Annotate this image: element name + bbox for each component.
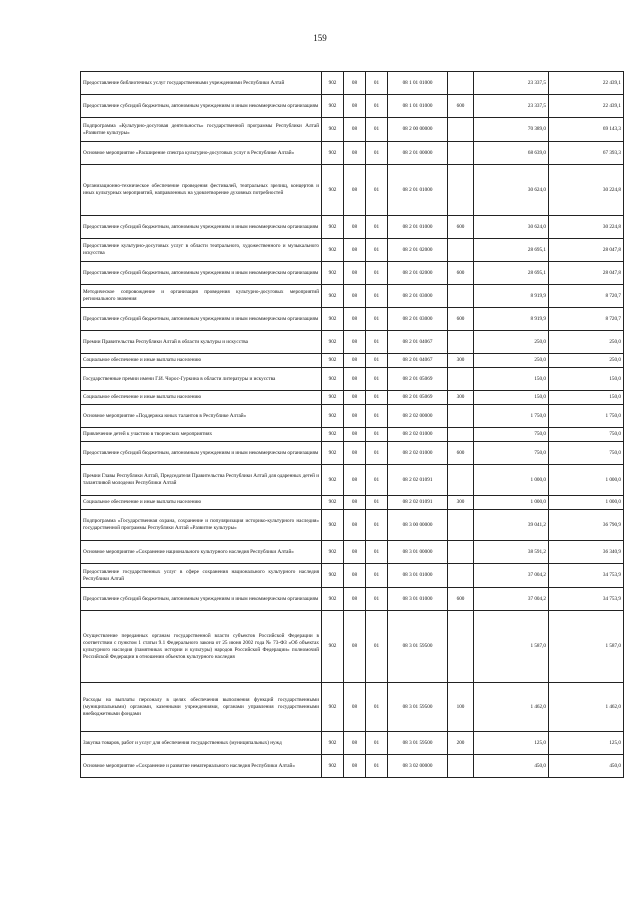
row-name: Предоставление библиотечных услуг государственными учреждениями Республики Алтай <box>81 72 322 95</box>
table-row <box>81 368 624 391</box>
target-article: 08 2 02 01091 <box>388 465 448 496</box>
target-article: 08 3 01 01000 <box>388 564 448 588</box>
amount-year-1: 37 004,2 <box>474 564 549 588</box>
expense-type <box>448 755 474 778</box>
amount-year-2: 69 143,3 <box>549 118 624 142</box>
table-row <box>81 239 624 262</box>
table-row <box>81 442 624 465</box>
ministry-code: 902 <box>322 308 344 331</box>
row-name: Предоставление культурно-досуговых услуг в области театрального, художественного и музыкального искусства <box>81 239 322 262</box>
table-row <box>81 262 624 285</box>
subsection-code: 01 <box>366 428 388 442</box>
subsection-code: 01 <box>366 391 388 405</box>
section-code: 08 <box>344 510 366 541</box>
section-code: 08 <box>344 564 366 588</box>
section-code: 08 <box>344 165 366 216</box>
row-name: Расходы на выплаты персоналу в целях обеспечения выполнения функций государственными (муниципальными) органами, казенными учреждениями, органами управления государственными внебюджетными фондами <box>81 683 322 732</box>
expense-type <box>448 368 474 391</box>
ministry-code: 902 <box>322 588 344 611</box>
table-row <box>81 683 624 732</box>
amount-year-2: 150,0 <box>549 368 624 391</box>
amount-year-2: 1 750,0 <box>549 405 624 428</box>
ministry-code: 902 <box>322 683 344 732</box>
ministry-code: 902 <box>322 331 344 354</box>
amount-year-1: 1 750,0 <box>474 405 549 428</box>
row-name: Основное мероприятие «Сохранение и развитие нематериального наследия Республики Алтай» <box>81 755 322 778</box>
table-row <box>81 165 624 216</box>
target-article: 08 1 01 01000 <box>388 72 448 95</box>
target-article: 08 3 01 59500 <box>388 683 448 732</box>
amount-year-2: 250,0 <box>549 331 624 354</box>
subsection-code: 01 <box>366 588 388 611</box>
target-article: 08 3 01 59500 <box>388 732 448 755</box>
amount-year-1: 68 639,0 <box>474 142 549 165</box>
table-row <box>81 755 624 778</box>
amount-year-1: 250,0 <box>474 331 549 354</box>
amount-year-1: 70 389,0 <box>474 118 549 142</box>
amount-year-1: 23 337,5 <box>474 95 549 118</box>
expense-type <box>448 285 474 308</box>
amount-year-2: 30 224,8 <box>549 216 624 239</box>
subsection-code: 01 <box>366 732 388 755</box>
row-name: Осуществление переданных органам государственной власти субъектов Российской Федерации в соответствии с пунктом 1 статьи 9.1 Федерального закона от 25 июня 2002 года № 73-ФЗ «Об объектах культурного наследия (памятниках истории и культуры) народов Российской Федерации» полномочий Российской Федерации в отношении объектов культурного наследия <box>81 611 322 683</box>
target-article: 08 2 01 01000 <box>388 216 448 239</box>
amount-year-1: 39 041,2 <box>474 510 549 541</box>
expense-type <box>448 331 474 354</box>
row-name: Методическое сопровождение и организация проведения культурно-досуговых мероприятий регионального значения <box>81 285 322 308</box>
amount-year-2: 22 439,1 <box>549 72 624 95</box>
amount-year-2: 36 340,9 <box>549 541 624 564</box>
row-name: Подпрограмма «Государственная охрана, сохранение и популяризация историко-культурного наследия» государственной программы Республики Алтай «Развитие культуры» <box>81 510 322 541</box>
subsection-code: 01 <box>366 239 388 262</box>
section-code: 08 <box>344 262 366 285</box>
section-code: 08 <box>344 755 366 778</box>
expense-type: 200 <box>448 732 474 755</box>
row-name: Предоставление субсидий бюджетным, автономным учреждениям и иным некоммерческим организациям <box>81 95 322 118</box>
subsection-code: 01 <box>366 541 388 564</box>
ministry-code: 902 <box>322 216 344 239</box>
amount-year-1: 8 919,9 <box>474 308 549 331</box>
subsection-code: 01 <box>366 72 388 95</box>
amount-year-1: 38 591,2 <box>474 541 549 564</box>
subsection-code: 01 <box>366 611 388 683</box>
expense-type: 600 <box>448 308 474 331</box>
amount-year-1: 1 000,0 <box>474 465 549 496</box>
budget-table-body <box>81 72 624 778</box>
target-article: 08 3 00 00000 <box>388 510 448 541</box>
amount-year-2: 150,0 <box>549 391 624 405</box>
amount-year-1: 125,0 <box>474 732 549 755</box>
row-name: Предоставление государственных услуг в сфере сохранения национального культурного наследия Республики Алтай <box>81 564 322 588</box>
amount-year-2: 750,0 <box>549 428 624 442</box>
table-row <box>81 391 624 405</box>
expense-type <box>448 428 474 442</box>
row-name: Предоставление субсидий бюджетным, автономным учреждениям и иным некоммерческим организациям <box>81 262 322 285</box>
section-code: 08 <box>344 405 366 428</box>
target-article: 08 2 01 04067 <box>388 354 448 368</box>
expense-type: 600 <box>448 95 474 118</box>
amount-year-1: 23 337,5 <box>474 72 549 95</box>
target-article: 08 1 01 01000 <box>388 95 448 118</box>
subsection-code: 01 <box>366 118 388 142</box>
row-name: Организационно-техническое обеспечение проведения фестивалей, театральных зрелищ, концертов и иных культурных мероприятий, направленных на удовлетворение духовных потребностей <box>81 165 322 216</box>
ministry-code: 902 <box>322 496 344 510</box>
section-code: 08 <box>344 285 366 308</box>
row-name: Социальное обеспечение и иные выплаты населению <box>81 391 322 405</box>
amount-year-1: 28 695,1 <box>474 262 549 285</box>
ministry-code: 902 <box>322 354 344 368</box>
subsection-code: 01 <box>366 755 388 778</box>
ministry-code: 902 <box>322 142 344 165</box>
ministry-code: 902 <box>322 465 344 496</box>
ministry-code: 902 <box>322 72 344 95</box>
amount-year-2: 1 587,0 <box>549 611 624 683</box>
expense-type <box>448 165 474 216</box>
section-code: 08 <box>344 118 366 142</box>
target-article: 08 2 00 00000 <box>388 118 448 142</box>
amount-year-1: 30 624,0 <box>474 165 549 216</box>
table-row <box>81 308 624 331</box>
target-article: 08 2 01 05069 <box>388 391 448 405</box>
subsection-code: 01 <box>366 496 388 510</box>
subsection-code: 01 <box>366 331 388 354</box>
subsection-code: 01 <box>366 165 388 216</box>
expense-type: 300 <box>448 496 474 510</box>
section-code: 08 <box>344 354 366 368</box>
table-row <box>81 118 624 142</box>
target-article: 08 3 01 01000 <box>388 588 448 611</box>
expense-type: 600 <box>448 216 474 239</box>
ministry-code: 902 <box>322 611 344 683</box>
expense-type <box>448 405 474 428</box>
amount-year-2: 450,0 <box>549 755 624 778</box>
expense-type <box>448 564 474 588</box>
subsection-code: 01 <box>366 95 388 118</box>
section-code: 08 <box>344 611 366 683</box>
subsection-code: 01 <box>366 368 388 391</box>
expense-type <box>448 142 474 165</box>
row-name: Премии Правительства Республики Алтай в области культуры и искусства <box>81 331 322 354</box>
expense-type <box>448 118 474 142</box>
ministry-code: 902 <box>322 165 344 216</box>
target-article: 08 2 01 02000 <box>388 262 448 285</box>
target-article: 08 2 01 05069 <box>388 368 448 391</box>
target-article: 08 2 01 03000 <box>388 308 448 331</box>
ministry-code: 902 <box>322 442 344 465</box>
section-code: 08 <box>344 541 366 564</box>
row-name: Основное мероприятие «Поддержка юных талантов в Республике Алтай» <box>81 405 322 428</box>
table-row <box>81 611 624 683</box>
target-article: 08 2 01 03000 <box>388 285 448 308</box>
ministry-code: 902 <box>322 405 344 428</box>
amount-year-2: 28 047,8 <box>549 239 624 262</box>
target-article: 08 3 01 00000 <box>388 541 448 564</box>
row-name: Привлечение детей к участию в творческих мероприятиях <box>81 428 322 442</box>
section-code: 08 <box>344 496 366 510</box>
subsection-code: 01 <box>366 442 388 465</box>
section-code: 08 <box>344 331 366 354</box>
amount-year-1: 1 462,0 <box>474 683 549 732</box>
section-code: 08 <box>344 683 366 732</box>
amount-year-2: 22 439,1 <box>549 95 624 118</box>
amount-year-2: 750,0 <box>549 442 624 465</box>
subsection-code: 01 <box>366 465 388 496</box>
expense-type <box>448 239 474 262</box>
section-code: 08 <box>344 308 366 331</box>
table-row <box>81 72 624 95</box>
expense-type: 300 <box>448 354 474 368</box>
table-row <box>81 95 624 118</box>
row-name: Предоставление субсидий бюджетным, автономным учреждениям и иным некоммерческим организациям <box>81 442 322 465</box>
ministry-code: 902 <box>322 239 344 262</box>
section-code: 08 <box>344 216 366 239</box>
amount-year-1: 150,0 <box>474 391 549 405</box>
ministry-code: 902 <box>322 285 344 308</box>
target-article: 08 2 01 00000 <box>388 142 448 165</box>
ministry-code: 902 <box>322 564 344 588</box>
table-row <box>81 331 624 354</box>
target-article: 08 2 02 00000 <box>388 405 448 428</box>
amount-year-1: 30 624,0 <box>474 216 549 239</box>
expense-type <box>448 510 474 541</box>
row-name: Предоставление субсидий бюджетным, автономным учреждениям и иным некоммерческим организациям <box>81 216 322 239</box>
subsection-code: 01 <box>366 354 388 368</box>
table-row <box>81 285 624 308</box>
amount-year-2: 1 000,0 <box>549 465 624 496</box>
subsection-code: 01 <box>366 405 388 428</box>
amount-year-2: 250,0 <box>549 354 624 368</box>
expense-type <box>448 72 474 95</box>
amount-year-1: 28 695,1 <box>474 239 549 262</box>
subsection-code: 01 <box>366 262 388 285</box>
ministry-code: 902 <box>322 755 344 778</box>
target-article: 08 3 01 59500 <box>388 611 448 683</box>
section-code: 08 <box>344 239 366 262</box>
expense-type <box>448 611 474 683</box>
section-code: 08 <box>344 465 366 496</box>
budget-table <box>80 71 624 778</box>
subsection-code: 01 <box>366 216 388 239</box>
amount-year-2: 34 753,9 <box>549 588 624 611</box>
amount-year-2: 30 224,8 <box>549 165 624 216</box>
ministry-code: 902 <box>322 510 344 541</box>
table-row <box>81 496 624 510</box>
row-name: Основное мероприятие «Расширение спектра культурно-досуговых услуг в Республике Алтай» <box>81 142 322 165</box>
row-name: Подпрограмма «Культурно-досуговая деятельность» государственной программы Республики Алтай «Развитие культуры» <box>81 118 322 142</box>
ministry-code: 902 <box>322 95 344 118</box>
ministry-code: 902 <box>322 732 344 755</box>
table-row <box>81 142 624 165</box>
table-row <box>81 732 624 755</box>
expense-type <box>448 541 474 564</box>
row-name: Закупка товаров, работ и услуг для обеспечения государственных (муниципальных) нужд <box>81 732 322 755</box>
table-row <box>81 510 624 541</box>
table-row <box>81 354 624 368</box>
section-code: 08 <box>344 368 366 391</box>
subsection-code: 01 <box>366 285 388 308</box>
expense-type: 600 <box>448 262 474 285</box>
table-row <box>81 405 624 428</box>
expense-type: 300 <box>448 391 474 405</box>
amount-year-2: 8 720,7 <box>549 308 624 331</box>
expense-type <box>448 465 474 496</box>
section-code: 08 <box>344 588 366 611</box>
amount-year-1: 450,0 <box>474 755 549 778</box>
subsection-code: 01 <box>366 142 388 165</box>
ministry-code: 902 <box>322 368 344 391</box>
target-article: 08 2 02 01000 <box>388 442 448 465</box>
expense-type: 100 <box>448 683 474 732</box>
subsection-code: 01 <box>366 308 388 331</box>
subsection-code: 01 <box>366 510 388 541</box>
section-code: 08 <box>344 732 366 755</box>
subsection-code: 01 <box>366 683 388 732</box>
ministry-code: 902 <box>322 428 344 442</box>
ministry-code: 902 <box>322 262 344 285</box>
amount-year-2: 28 047,8 <box>549 262 624 285</box>
amount-year-1: 250,0 <box>474 354 549 368</box>
target-article: 08 2 01 02000 <box>388 239 448 262</box>
amount-year-1: 750,0 <box>474 442 549 465</box>
expense-type: 600 <box>448 442 474 465</box>
target-article: 08 3 02 00000 <box>388 755 448 778</box>
section-code: 08 <box>344 72 366 95</box>
row-name: Предоставление субсидий бюджетным, автономным учреждениям и иным некоммерческим организациям <box>81 308 322 331</box>
table-row <box>81 564 624 588</box>
ministry-code: 902 <box>322 391 344 405</box>
row-name: Основное мероприятие «Сохранение национального культурного наследия Республики Алтай» <box>81 541 322 564</box>
target-article: 08 2 01 04067 <box>388 331 448 354</box>
amount-year-1: 37 004,2 <box>474 588 549 611</box>
page-number: 159 <box>313 33 327 43</box>
expense-type: 600 <box>448 588 474 611</box>
amount-year-2: 67 393,3 <box>549 142 624 165</box>
amount-year-1: 1 587,0 <box>474 611 549 683</box>
amount-year-2: 1 462,0 <box>549 683 624 732</box>
table-row <box>81 428 624 442</box>
amount-year-2: 8 720,7 <box>549 285 624 308</box>
row-name: Социальное обеспечение и иные выплаты населению <box>81 496 322 510</box>
amount-year-1: 1 000,0 <box>474 496 549 510</box>
ministry-code: 902 <box>322 118 344 142</box>
table-row <box>81 588 624 611</box>
target-article: 08 2 01 01000 <box>388 165 448 216</box>
amount-year-1: 150,0 <box>474 368 549 391</box>
table-row <box>81 465 624 496</box>
section-code: 08 <box>344 95 366 118</box>
ministry-code: 902 <box>322 541 344 564</box>
table-row <box>81 541 624 564</box>
row-name: Предоставление субсидий бюджетным, автономным учреждениям и иным некоммерческим организациям <box>81 588 322 611</box>
row-name: Премии Главы Республики Алтай, Председателя Правительства Республики Алтай для одаренных детей и талантливой молодежи Республики Алтай <box>81 465 322 496</box>
target-article: 08 2 02 01000 <box>388 428 448 442</box>
section-code: 08 <box>344 428 366 442</box>
section-code: 08 <box>344 391 366 405</box>
row-name: Социальное обеспечение и иные выплаты населению <box>81 354 322 368</box>
amount-year-1: 8 919,9 <box>474 285 549 308</box>
row-name: Государственные премии имени Г.И. Чорос-Гуркина в области литературы и искусства <box>81 368 322 391</box>
section-code: 08 <box>344 142 366 165</box>
subsection-code: 01 <box>366 564 388 588</box>
amount-year-2: 34 753,9 <box>549 564 624 588</box>
section-code: 08 <box>344 442 366 465</box>
amount-year-2: 36 790,9 <box>549 510 624 541</box>
target-article: 08 2 02 01091 <box>388 496 448 510</box>
amount-year-2: 125,0 <box>549 732 624 755</box>
amount-year-2: 1 000,0 <box>549 496 624 510</box>
table-row <box>81 216 624 239</box>
amount-year-1: 750,0 <box>474 428 549 442</box>
